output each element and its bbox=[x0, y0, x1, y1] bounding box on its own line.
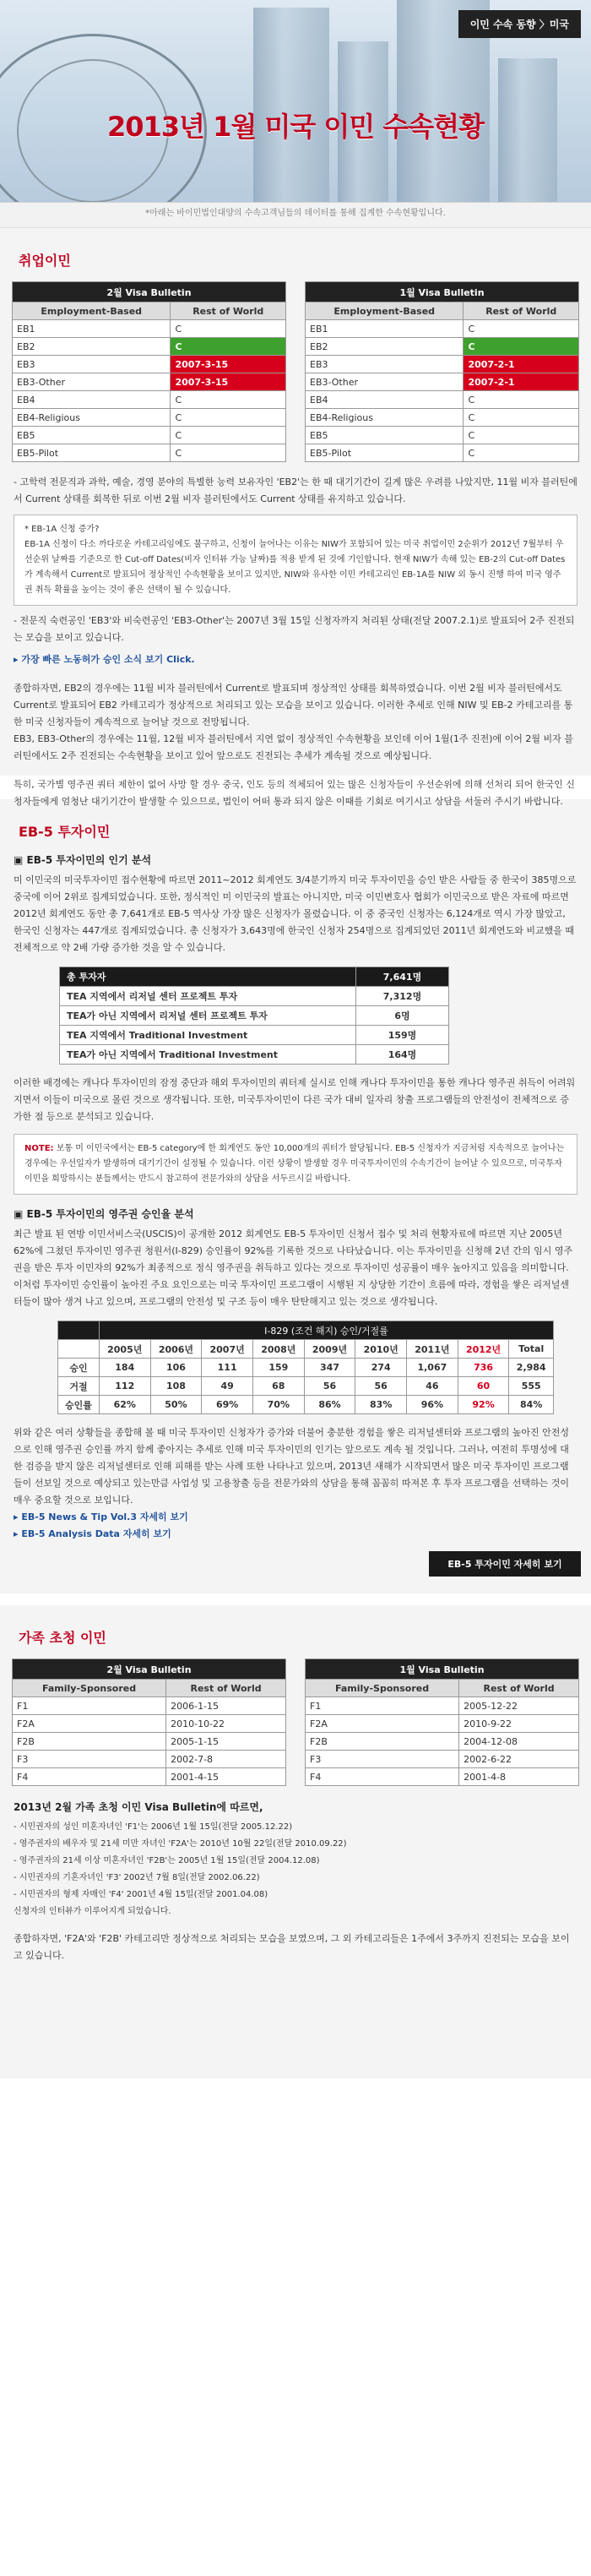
table-corner bbox=[58, 1321, 100, 1340]
row-label: 승인률 bbox=[58, 1396, 100, 1414]
investor-table bbox=[59, 967, 449, 1065]
category-cell: EB3-Other bbox=[13, 373, 171, 391]
summary-title: 2013년 2월 가족 초청 이민 Visa Bulletin에 따르면, bbox=[14, 1801, 263, 1813]
table-row bbox=[13, 427, 286, 444]
year-header: 2009년 bbox=[304, 1340, 355, 1359]
table-corner bbox=[58, 1340, 100, 1359]
category-cell: EB1 bbox=[13, 320, 171, 338]
list-item: - 시민권자의 형제 자매인 'F4' 2001년 4월 15일(전달 2001.04.08) bbox=[14, 1890, 268, 1899]
source-note: *아래는 바이민법인대양의 수속고객님들의 데이터를 통해 집계한 수속현황입니다. bbox=[0, 203, 591, 228]
category-cell: F1 bbox=[13, 1697, 166, 1715]
date-cell: 2005-12-22 bbox=[459, 1697, 579, 1715]
note-box bbox=[14, 1134, 577, 1195]
family-bulletin-table bbox=[305, 1658, 579, 1786]
category-cell: EB5-Pilot bbox=[13, 444, 171, 462]
stat-cell: 60 bbox=[458, 1377, 509, 1396]
table-row bbox=[60, 1026, 449, 1045]
category-cell: EB4 bbox=[13, 391, 171, 409]
category-cell: EB4-Religious bbox=[306, 409, 464, 427]
breadcrumb[interactable]: 이민 수속 동향 〉미국 bbox=[458, 10, 581, 38]
paragraph: - 고학력 전문직과 과학, 예술, 경영 분야의 특별한 능력 보유자인 'EB2'는 한 때 대기기간이 길게 많은 우려를 나았지만, 11월 비자 블러틴에서 Current 상태를 회복한 뒤로 이번 2월 비자 블러틴에서도 Current 상태를 유지하고 있습니다. bbox=[14, 477, 577, 504]
page-title: 2013년 1월 미국 이민 수속현황 bbox=[106, 111, 484, 143]
column-header: Rest of World bbox=[171, 302, 286, 320]
paragraph: 종합하자면, 'F2A'와 'F2B' 카테고리만 정상적으로 처리되는 모습을 보였으며, 그 외 카테고리들은 1주에서 3주까지 진전되는 모습을 보이고 있습니다. bbox=[14, 1933, 570, 1961]
category-cell: EB2 bbox=[306, 338, 464, 356]
table-row bbox=[13, 338, 286, 356]
date-cell: 2007-2-1 bbox=[464, 373, 579, 391]
eb5-analysis-link[interactable]: ▸ EB-5 Analysis Data 자세히 보기 bbox=[14, 1528, 171, 1539]
table-row bbox=[60, 1006, 449, 1026]
date-cell: 2002-7-8 bbox=[166, 1751, 286, 1768]
date-cell: 2001-4-8 bbox=[459, 1768, 579, 1786]
row-label: 승인 bbox=[58, 1359, 100, 1377]
category-cell: F3 bbox=[13, 1751, 166, 1768]
eb5-news-link[interactable]: ▸ EB-5 News & Tip Vol.3 자세히 보기 bbox=[14, 1511, 188, 1522]
category-cell: F2B bbox=[306, 1733, 459, 1751]
date-cell: 2010-9-22 bbox=[459, 1715, 579, 1733]
stat-cell: 49 bbox=[202, 1377, 253, 1396]
stat-cell: 83% bbox=[355, 1396, 407, 1414]
date-cell: 2004-12-08 bbox=[459, 1733, 579, 1751]
category-cell: EB5 bbox=[306, 427, 464, 444]
category-cell: F3 bbox=[306, 1751, 459, 1768]
employment-section bbox=[0, 228, 591, 807]
subsection-title: ▣ EB-5 투자이민의 인기 분석 bbox=[14, 854, 152, 866]
category-cell: EB5-Pilot bbox=[306, 444, 464, 462]
column-header: Employment-Based bbox=[13, 302, 171, 320]
table-row bbox=[58, 1377, 554, 1396]
paragraph: - 전문직 숙련공인 'EB3'와 비숙련공인 'EB3-Other'는 2007년 3월 15일 신청자까지 처리된 상태(전달 2007.2.1)로 발표되어 2주 진전되는 모습을 보이고 있습니다. bbox=[14, 615, 575, 643]
investor-count-cell: 7,641명 bbox=[356, 967, 449, 987]
date-cell: C bbox=[171, 427, 286, 444]
table-row bbox=[13, 356, 286, 373]
table-row bbox=[60, 1045, 449, 1065]
paragraph: 종합하자면, EB2의 경우에는 11월 비자 블러틴에서 Current로 발표되며 정상적인 상태를 회복하였습니다. 이번 2월 비자 블러틴에서도 Current로 발표되어 EB2 카테고리가 정상적으로 처리되고 있는 모습을 보이고 있습니다. 이러한 추세로 인해 NIW 및 EB-2 카테고리를 통한 미국 신청자들이 계속적으로 늘어날 것으로 전망됩니다. bbox=[14, 683, 573, 727]
stat-cell: 92% bbox=[458, 1396, 509, 1414]
table-row bbox=[306, 427, 579, 444]
stat-cell: 56 bbox=[355, 1377, 407, 1396]
category-cell: EB3 bbox=[306, 356, 464, 373]
stat-cell: 96% bbox=[407, 1396, 458, 1414]
year-header: 2007년 bbox=[202, 1340, 253, 1359]
table-row bbox=[306, 409, 579, 427]
table-caption: 2월 Visa Bulletin bbox=[13, 282, 286, 302]
table-row bbox=[13, 1733, 286, 1751]
note-label: NOTE: bbox=[24, 1144, 54, 1153]
column-header: Employment-Based bbox=[306, 302, 464, 320]
hero-banner bbox=[0, 0, 591, 203]
stat-cell: 184 bbox=[99, 1359, 150, 1377]
section-title: 가족 초청 이민 bbox=[19, 1630, 106, 1646]
date-cell: C bbox=[171, 391, 286, 409]
year-header: Total bbox=[509, 1340, 554, 1359]
table-caption: I-829 (조건 해지) 승인/거절률 bbox=[99, 1321, 553, 1340]
stat-cell: 50% bbox=[150, 1396, 202, 1414]
column-header: Family-Sponsored bbox=[306, 1680, 459, 1697]
info-box-title: * EB-1A 신청 증가? bbox=[24, 525, 100, 534]
row-label: 거절 bbox=[58, 1377, 100, 1396]
paragraph: EB3, EB3-Other의 경우에는 11월, 12월 비자 블러틴에서 지연 없이 정상적인 수속현황을 보인데 이어 1월(1주 진전)에 이어 2월 비자 블러틴에서도 2주 진전되는 수속현황을 보이고 있어 앞으로도 진전되는 추세가 계속될 것으로 예상됩니다. bbox=[14, 733, 573, 761]
category-cell: F2A bbox=[13, 1715, 166, 1733]
table-row bbox=[13, 444, 286, 462]
table-row bbox=[13, 391, 286, 409]
date-cell: 2010-10-22 bbox=[166, 1715, 286, 1733]
approval-news-link[interactable]: ▸ 가장 빠른 노동허가 승인 소식 보기 Click. bbox=[14, 654, 195, 665]
date-cell: 2007-3-15 bbox=[171, 356, 286, 373]
date-cell: C bbox=[171, 409, 286, 427]
table-row bbox=[13, 1697, 286, 1715]
investor-count-cell: 164명 bbox=[356, 1045, 449, 1065]
family-section bbox=[0, 1605, 591, 2078]
table-row bbox=[306, 444, 579, 462]
stat-cell: 62% bbox=[99, 1396, 150, 1414]
eb5-section bbox=[0, 799, 591, 1593]
eb5-details-button[interactable]: EB-5 투자이민 자세히 보기 bbox=[429, 1551, 581, 1577]
table-caption: 1월 Visa Bulletin bbox=[306, 1659, 579, 1680]
category-cell: EB5 bbox=[13, 427, 171, 444]
category-cell: EB4 bbox=[306, 391, 464, 409]
paragraph: 이러한 배경에는 캐나다 투자이민의 잠정 중단과 해외 투자이민의 쿼터제 실시로 인해 캐나다 투자이민을 통한 캐나다 영주권 취득이 어려워지면서 이들이 미국으로 몰린 것으로 생각됩니다. 또한, 미국투자이민이 다른 국가 대비 일자리 창출 프로그램들의 안전성이 전체적으로 증가한 점 등으로 분석되고 있습니다. bbox=[14, 1077, 576, 1122]
year-header: 2005년 bbox=[99, 1340, 150, 1359]
table-row bbox=[306, 1697, 579, 1715]
date-cell: C bbox=[171, 320, 286, 338]
date-cell: C bbox=[464, 338, 579, 356]
date-cell: 2002-6-22 bbox=[459, 1751, 579, 1768]
category-cell: F4 bbox=[306, 1768, 459, 1786]
stat-cell: 112 bbox=[99, 1377, 150, 1396]
visa-bulletin-table bbox=[12, 281, 286, 462]
list-item: - 영주권자의 배우자 및 21세 미만 자녀인 'F2A'는 2010년 10월 22일(전달 2010.09.22) bbox=[14, 1839, 347, 1849]
stat-cell: 108 bbox=[150, 1377, 202, 1396]
paragraph: 이처럼 투자이민 승인률이 높아진 주요 요인으로는 미국 투자이민 프로그램이 시행된 지 상당한 기간이 흐름에 따라, 경험을 쌓은 리저널센터들이 많아 생겨 나고 있으며, 프로그램의 안전성 및 구조 등이 매우 탄탄해지고 있는 것으로 생각됩니다. bbox=[14, 1279, 569, 1307]
date-cell: 2007-3-15 bbox=[171, 373, 286, 391]
stat-cell: 106 bbox=[150, 1359, 202, 1377]
stat-cell: 555 bbox=[509, 1377, 554, 1396]
table-row bbox=[13, 1751, 286, 1768]
category-cell: EB1 bbox=[306, 320, 464, 338]
date-cell: 2006-1-15 bbox=[166, 1697, 286, 1715]
building-illustration bbox=[253, 8, 329, 202]
stat-cell: 2,984 bbox=[509, 1359, 554, 1377]
table-row bbox=[13, 409, 286, 427]
table-row bbox=[306, 1768, 579, 1786]
column-header: Rest of World bbox=[459, 1680, 579, 1697]
table-row bbox=[58, 1359, 554, 1377]
investor-count-cell: 7,312명 bbox=[356, 987, 449, 1006]
table-header-row bbox=[58, 1340, 554, 1359]
date-cell: C bbox=[464, 409, 579, 427]
stat-cell: 1,067 bbox=[407, 1359, 458, 1377]
year-header: 2006년 bbox=[150, 1340, 202, 1359]
list-item: - 시민권자의 성인 미혼자녀인 'F1'는 2006년 1월 15일(전달 2005.12.22) bbox=[14, 1822, 293, 1832]
category-cell: F2A bbox=[306, 1715, 459, 1733]
year-header: 2008년 bbox=[252, 1340, 304, 1359]
category-cell: EB3-Other bbox=[306, 373, 464, 391]
subsection-title: ▣ EB-5 투자이민의 영주권 승인율 분석 bbox=[14, 1208, 194, 1220]
table-row bbox=[306, 373, 579, 391]
table-row bbox=[60, 987, 449, 1006]
year-header: 2012년 bbox=[458, 1340, 509, 1359]
date-cell: C bbox=[464, 320, 579, 338]
investor-category-cell: TEA가 아닌 지역에서 Traditional Investment bbox=[60, 1045, 356, 1065]
stat-cell: 69% bbox=[202, 1396, 253, 1414]
note-text: 보통 미 이민국에서는 EB-5 category에 한 회계연도 동안 10,000개의 쿼터가 할당됩니다. EB-5 신청자가 지금처럼 지속적으로 늘어나는 경우에는 우선일자가 발생하며 대기기간이 설정될 수 있습니다. 이런 상황이 발생할 경우 미국투자이민의 수속기간이 늘어날 수 있으므로, 미국투자이민을 희망하시는 분들께서는 반드시 참고하여 전문가와의 상담을 서두르시길 바랍니다. bbox=[24, 1144, 565, 1184]
table-row bbox=[13, 1715, 286, 1733]
table-row bbox=[58, 1396, 554, 1414]
table-row bbox=[306, 1751, 579, 1768]
column-header: Rest of World bbox=[166, 1680, 286, 1697]
stat-cell: 84% bbox=[509, 1396, 554, 1414]
list-item: 신청자의 인터뷰가 이루어지게 되었습니다. bbox=[14, 1907, 171, 1916]
stat-cell: 347 bbox=[304, 1359, 355, 1377]
column-header: Family-Sponsored bbox=[13, 1680, 166, 1697]
date-cell: C bbox=[464, 427, 579, 444]
family-bulletin-table bbox=[12, 1658, 286, 1786]
table-row bbox=[306, 320, 579, 338]
category-cell: EB4-Religious bbox=[13, 409, 171, 427]
year-header: 2010년 bbox=[355, 1340, 407, 1359]
stat-cell: 274 bbox=[355, 1359, 407, 1377]
category-cell: F4 bbox=[13, 1768, 166, 1786]
table-row bbox=[13, 320, 286, 338]
table-row bbox=[13, 1768, 286, 1786]
stat-cell: 56 bbox=[304, 1377, 355, 1396]
table-row bbox=[13, 373, 286, 391]
date-cell: C bbox=[464, 444, 579, 462]
date-cell: 2007-2-1 bbox=[464, 356, 579, 373]
category-cell: EB2 bbox=[13, 338, 171, 356]
category-cell: F1 bbox=[306, 1697, 459, 1715]
paragraph: 특히, 국가별 영주권 쿼터 제한이 없어 사망 할 경우 중국, 인도 등의 적체되어 있는 많은 신청자들이 우선순위에 의해 선처리 되어 한국인 신청자들에게 엄청난 대기기간이 발생할 수 있으므로, 법인이 어떠 통과 되지 않은 이때를 기회로 여기시고 상담을 서둘러 주시기 바랍니다. bbox=[14, 779, 575, 807]
list-item: - 영주권자의 21세 이상 미혼자녀인 'F2B'는 2005년 1월 15일(전달 2004.12.08) bbox=[14, 1856, 320, 1865]
stat-cell: 70% bbox=[252, 1396, 304, 1414]
column-header: Rest of World bbox=[464, 302, 579, 320]
paragraph: 위와 같은 여러 상황들을 종합해 볼 때 미국 투자이민 신청자가 증가와 더불어 충분한 경험을 쌓은 리저널센터와 프로그램의 높아진 안전성으로 인해 영주권 승인률 까지 함께 좋아지는 추세로 인해 미국 투자이민의 인기는 앞으로도 계속 될 것입니다. 그러나, 여전히 투명성에 대한 검증을 받지 않은 리저널센터로 인해 피해를 받는 사례 또한 나타나고 있으며, 2013년 새해가 시작되면서 많은 미국 투자이민 프로그램들이 선보일 것으로 예상되고 있는만큼 사업성 및 고용창출 등을 전문가와의 상담을 통해 꼼꼼히 따져본 후 투자 프로그램을 선택하는 것이 매우 중요할 것으로 보입니다. bbox=[14, 1427, 569, 1506]
stat-cell: 86% bbox=[304, 1396, 355, 1414]
stat-cell: 46 bbox=[407, 1377, 458, 1396]
stat-cell: 736 bbox=[458, 1359, 509, 1377]
table-caption: 1월 Visa Bulletin bbox=[306, 282, 579, 302]
investor-category-cell: TEA 지역에서 Traditional Investment bbox=[60, 1026, 356, 1045]
paragraph: 미 이민국의 미국투자이민 접수현황에 따르면 2011~2012 회계연도 3/4분기까지 미국 투자이민을 승인 받은 사람들 중 한국이 385명으로 중국에 이어 2위로 집계되었습니다. 또한, 정식적인 미 이민국의 발표는 아니지만, 미국 이민변호사 협회가 이민국으로 받은 자료에 따르면 2012년 회계연도 동안 총 7,641개로 EB-5 역사상 가장 많은 신청자가 몰렸습니다. 이 중 중국인 신청자는 6,124개로 역시 가장 많았고, 한국인 신청자는 447개로 집계되었습니다. 총 신청자가 3,643명에 한국인 신청자 254명으로 집계되었던 2011년 회계연도와 비교했을 때 전체적으로 약 2배 가량 증가한 것을 알 수 있습니다. bbox=[14, 874, 577, 953]
stat-cell: 111 bbox=[202, 1359, 253, 1377]
date-cell: C bbox=[171, 338, 286, 356]
investor-category-cell: TEA 지역에서 리저널 센터 프로젝트 투자 bbox=[60, 987, 356, 1006]
table-row bbox=[60, 967, 449, 987]
table-row bbox=[306, 338, 579, 356]
investor-count-cell: 6명 bbox=[356, 1006, 449, 1026]
date-cell: 2005-1-15 bbox=[166, 1733, 286, 1751]
table-row bbox=[306, 1733, 579, 1751]
stat-cell: 159 bbox=[252, 1359, 304, 1377]
list-item: - 시민권자의 기혼자녀인 'F3' 2002년 7월 8일(전달 2002.06.22) bbox=[14, 1873, 260, 1882]
table-row bbox=[306, 1715, 579, 1733]
date-cell: C bbox=[464, 391, 579, 409]
table-row bbox=[306, 356, 579, 373]
year-header: 2011년 bbox=[407, 1340, 458, 1359]
investor-category-cell: TEA가 아닌 지역에서 리저널 센터 프로젝트 투자 bbox=[60, 1006, 356, 1026]
table-caption: 2월 Visa Bulletin bbox=[13, 1659, 286, 1680]
stat-cell: 68 bbox=[252, 1377, 304, 1396]
investor-category-cell: 총 투자자 bbox=[60, 967, 356, 987]
category-cell: F2B bbox=[13, 1733, 166, 1751]
table-row bbox=[306, 391, 579, 409]
family-summary-list bbox=[14, 1819, 577, 1920]
section-title: EB-5 투자이민 bbox=[19, 824, 111, 840]
section-title: 취업이민 bbox=[19, 253, 71, 269]
category-cell: EB3 bbox=[13, 356, 171, 373]
date-cell: C bbox=[171, 444, 286, 462]
date-cell: 2001-4-15 bbox=[166, 1768, 286, 1786]
info-box bbox=[14, 515, 577, 606]
visa-bulletin-table bbox=[305, 281, 579, 462]
info-box-text: EB-1A 신청이 다소 까다로운 카테고리임에도 불구하고, 신청이 늘어나는 이유는 NIW가 포함되어 있는 미국 취업이민 2순위가 2012년 7월부터 우선순위 날짜를 기준으로 한 Cut-off Dates(비자 인터뷰 가능 날짜)를 적용 받게 된 것에 기인합니다. 현재 NIW가 속해 있는 EB-2의 Cut-off Dates가 계속해서 Current로 발표되어 정상적인 수속현황을 보이고 있지만, NIW와 유사한 이민 카테고리인 EB-1A를 NIW 외 동시 진행 하여 미국 영주권 취득 확률을 높이는 것이 좋은 선택이 될 수 있습니다. bbox=[24, 540, 566, 595]
approval-stats-table bbox=[57, 1321, 554, 1414]
paragraph: 최근 발표 된 연방 이민서비스국(USCIS)이 공개한 2012 회계연도 EB-5 투자이민 신청서 접수 및 처리 현황자료에 따르면 지난 2005년 62%에 그쳤던 투자이민 영주권 청원서(I-829) 승인률이 92%를 기록한 것으로 나타났습니다. 이는 투자이민을 신청해 2년 간의 임시 영주권을 받은 투자 이민자의 92%가 최종적으로 정식 영주권을 취득하고 있다는 것으로 투자이민 성공률이 매우 높아지고 있음을 의미합니다. bbox=[14, 1228, 573, 1273]
investor-count-cell: 159명 bbox=[356, 1026, 449, 1045]
